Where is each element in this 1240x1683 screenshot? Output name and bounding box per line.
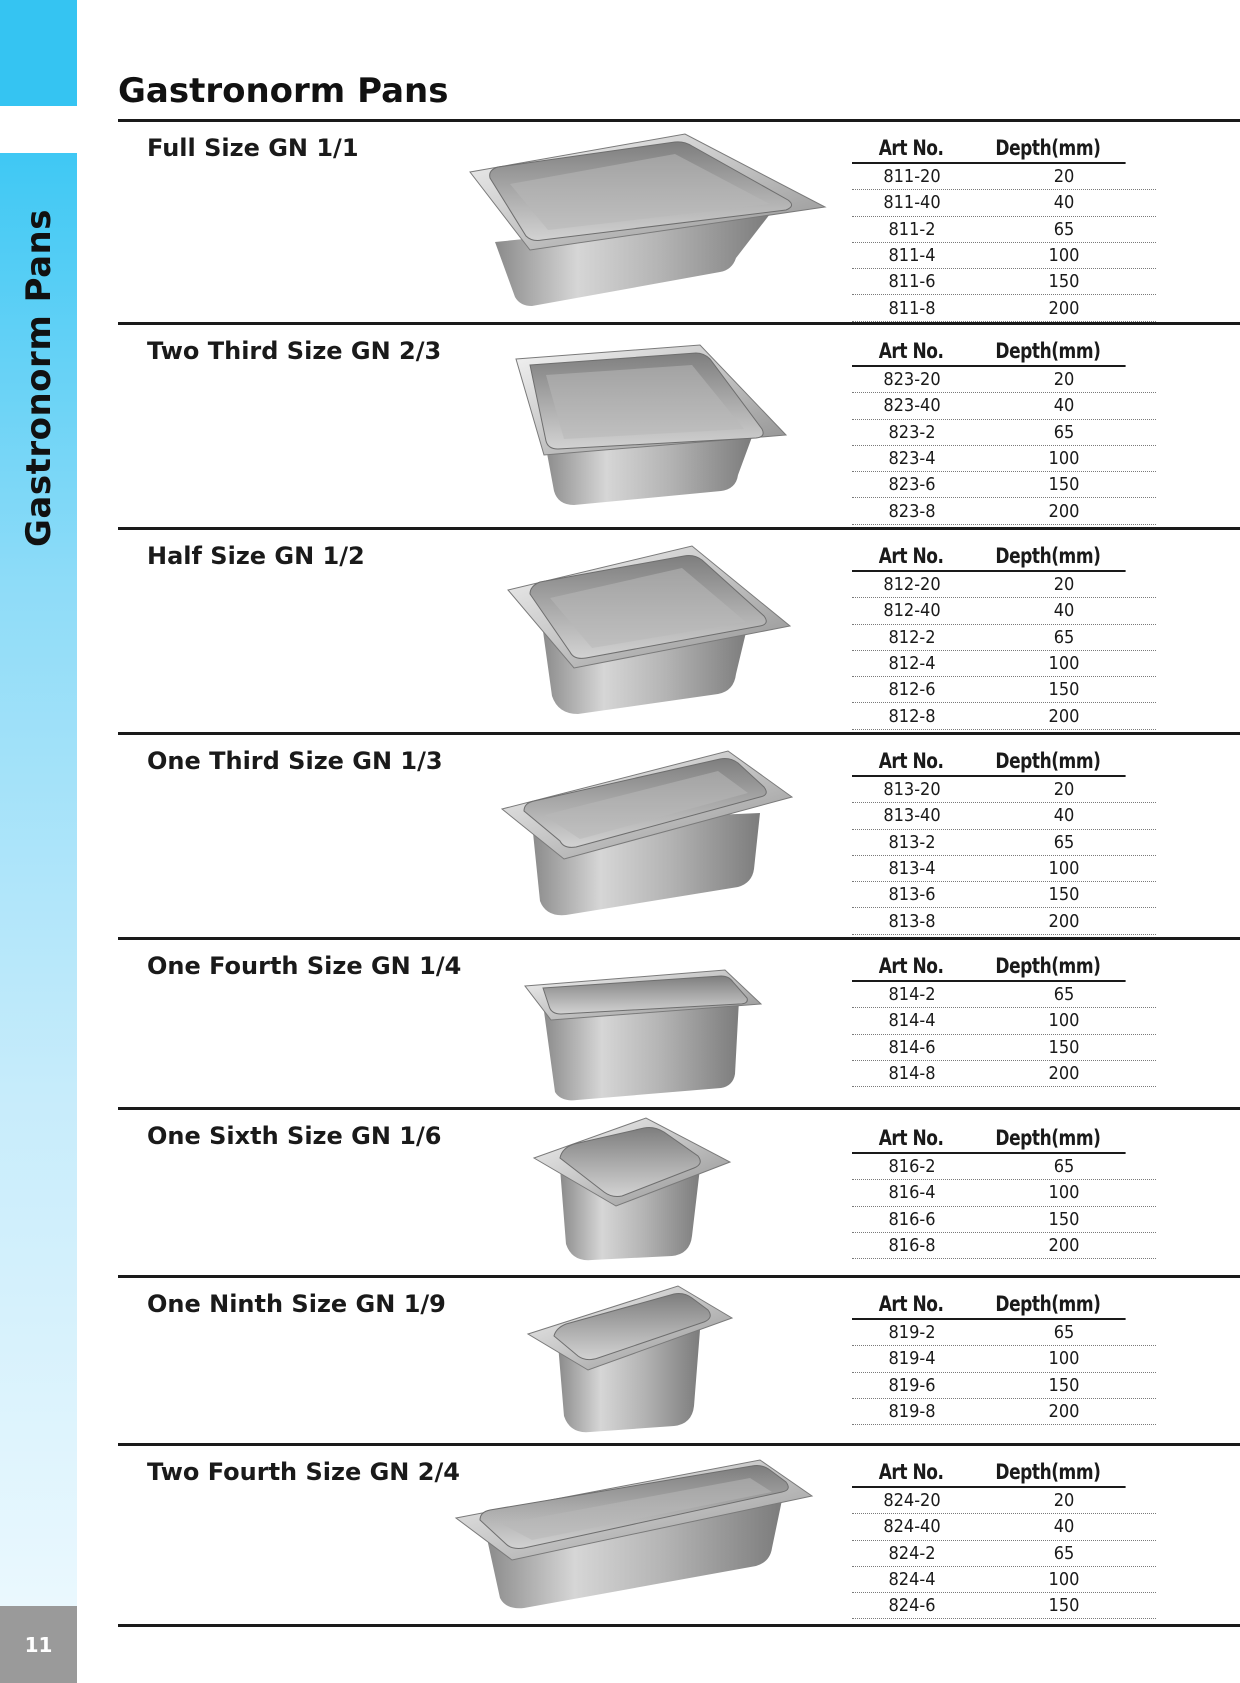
product-section-gn-1-6 [118,1110,1240,1275]
section-title: One Fourth Size GN 1/4 [147,952,462,980]
depth-cell: 100 [1048,448,1080,470]
depth-header: Depth(mm) [995,954,1101,978]
table-row [852,625,1156,651]
art-no-cell: 823-40 [883,395,941,417]
table-row [852,393,1156,419]
table-row [852,190,1156,216]
table-row [852,598,1156,624]
table-row [852,1180,1156,1206]
depth-cell: 65 [1053,1322,1075,1344]
side-accent-block [0,0,77,106]
depth-cell: 40 [1053,395,1075,417]
depth-header: Depth(mm) [995,1460,1101,1484]
art-no-cell: 819-2 [888,1322,936,1344]
section-title: One Ninth Size GN 1/9 [147,1290,446,1318]
art-no-cell: 811-4 [888,245,936,267]
table-row [852,367,1156,393]
art-no-cell: 812-40 [883,600,941,622]
art-no-cell: 812-4 [888,653,936,675]
depth-cell: 40 [1053,192,1075,214]
table-row [852,1399,1156,1425]
art-no-cell: 823-2 [888,421,936,443]
depth-cell: 65 [1053,218,1075,240]
depth-cell: 200 [1048,910,1080,932]
depth-cell: 100 [1048,653,1080,675]
art-no-header: Art No. [878,749,944,773]
gastronorm-pan-image [470,132,820,307]
art-no-cell: 816-6 [888,1208,936,1230]
table-row [852,803,1156,829]
table-row [852,269,1156,295]
depth-cell: 150 [1048,679,1080,701]
table-row [852,1593,1156,1619]
page-title: Gastronorm Pans [118,71,449,111]
art-no-header: Art No. [878,1292,944,1316]
art-no-cell: 812-2 [888,626,936,648]
article-table [852,538,1156,730]
product-section-gn-1-3 [118,735,1240,937]
table-row [852,777,1156,803]
section-title: Two Third Size GN 2/3 [147,337,442,365]
art-no-cell: 812-6 [888,679,936,701]
art-no-cell: 823-4 [888,448,936,470]
art-no-cell: 814-8 [888,1063,936,1085]
depth-cell: 65 [1053,421,1075,443]
table-row [852,472,1156,498]
art-no-header: Art No. [878,544,944,568]
art-no-cell: 823-20 [883,369,941,391]
depth-cell: 65 [1053,626,1075,648]
gastronorm-pan-image [516,345,786,507]
art-no-cell: 811-40 [883,192,941,214]
table-row [852,1233,1156,1259]
depth-cell: 150 [1048,1036,1080,1058]
gastronorm-pan-image [525,970,761,1102]
art-no-cell: 813-4 [888,858,936,880]
table-row [852,1061,1156,1087]
depth-cell: 100 [1048,1569,1080,1591]
table-row [852,1207,1156,1233]
art-no-cell: 823-8 [888,500,936,522]
art-no-cell: 819-4 [888,1348,936,1370]
table-row [852,420,1156,446]
depth-cell: 40 [1053,1516,1075,1538]
depth-header: Depth(mm) [995,136,1101,160]
depth-cell: 150 [1048,1595,1080,1617]
gastronorm-pan-image [528,1286,732,1436]
art-no-header: Art No. [878,954,944,978]
depth-header: Depth(mm) [995,339,1101,363]
gastronorm-pan-image [508,546,790,718]
depth-cell: 40 [1053,600,1075,622]
table-row [852,164,1156,190]
depth-cell: 65 [1053,984,1075,1006]
product-section-gn-1-2 [118,530,1240,732]
art-no-cell: 813-6 [888,884,936,906]
table-row [852,908,1156,934]
art-no-cell: 816-8 [888,1235,936,1257]
art-no-cell: 816-2 [888,1156,936,1178]
article-table [852,333,1156,525]
table-row [852,882,1156,908]
product-section-gn-1-1 [118,122,1240,322]
depth-cell: 150 [1048,271,1080,293]
table-row [852,982,1156,1008]
depth-cell: 150 [1048,474,1080,496]
depth-cell: 150 [1048,1374,1080,1396]
gastronorm-pan-image [534,1118,730,1268]
art-no-cell: 824-6 [888,1595,936,1617]
depth-cell: 65 [1053,1542,1075,1564]
depth-cell: 20 [1053,166,1075,188]
table-row [852,1346,1156,1372]
depth-cell: 100 [1048,245,1080,267]
art-no-cell: 814-2 [888,984,936,1006]
depth-header: Depth(mm) [995,749,1101,773]
table-row [852,1488,1156,1514]
depth-header: Depth(mm) [995,544,1101,568]
art-no-cell: 819-8 [888,1401,936,1423]
art-no-header: Art No. [878,1460,944,1484]
table-row [852,1514,1156,1540]
art-no-header: Art No. [878,136,944,160]
depth-cell: 200 [1048,297,1080,319]
art-no-cell: 814-6 [888,1036,936,1058]
table-row [852,1373,1156,1399]
article-table [852,1454,1156,1619]
depth-cell: 100 [1048,858,1080,880]
depth-cell: 100 [1048,1010,1080,1032]
depth-cell: 200 [1048,1235,1080,1257]
section-divider [118,1624,1240,1627]
product-section-gn-2-3 [118,325,1240,527]
depth-cell: 65 [1053,831,1075,853]
art-no-header: Art No. [878,339,944,363]
article-table [852,743,1156,935]
art-no-cell: 814-4 [888,1010,936,1032]
page-number: 11 [0,1606,77,1683]
art-no-cell: 823-6 [888,474,936,496]
art-no-cell: 812-20 [883,574,941,596]
section-title: Full Size GN 1/1 [147,134,359,162]
depth-cell: 150 [1048,884,1080,906]
depth-header: Depth(mm) [995,1126,1101,1150]
art-no-cell: 812-8 [888,705,936,727]
art-no-cell: 816-4 [888,1182,936,1204]
depth-cell: 100 [1048,1182,1080,1204]
article-table [852,1286,1156,1425]
depth-cell: 150 [1048,1208,1080,1230]
depth-cell: 20 [1053,369,1075,391]
table-row [852,1320,1156,1346]
art-no-cell: 811-8 [888,297,936,319]
table-row [852,1567,1156,1593]
section-title: One Third Size GN 1/3 [147,747,443,775]
art-no-cell: 824-20 [883,1490,941,1512]
table-row [852,677,1156,703]
art-no-cell: 824-2 [888,1542,936,1564]
depth-cell: 65 [1053,1156,1075,1178]
product-section-gn-1-9 [118,1278,1240,1443]
art-no-cell: 813-8 [888,910,936,932]
depth-cell: 20 [1053,574,1075,596]
product-section-gn-2-4 [118,1446,1240,1624]
table-row [852,446,1156,472]
art-no-cell: 824-40 [883,1516,941,1538]
art-no-cell: 819-6 [888,1374,936,1396]
table-row [852,1541,1156,1567]
table-row [852,703,1156,729]
side-title: Gastronorm Pans [19,209,59,547]
article-table [852,1120,1156,1259]
section-title: Half Size GN 1/2 [147,542,365,570]
table-row [852,572,1156,598]
table-row [852,830,1156,856]
table-row [852,1154,1156,1180]
art-no-cell: 813-40 [883,805,941,827]
section-title: Two Fourth Size GN 2/4 [147,1458,460,1486]
gastronorm-pan-image [502,751,792,921]
depth-cell: 200 [1048,705,1080,727]
depth-cell: 200 [1048,1401,1080,1423]
depth-cell: 200 [1048,500,1080,522]
depth-header: Depth(mm) [995,1292,1101,1316]
depth-cell: 200 [1048,1063,1080,1085]
art-no-cell: 813-20 [883,779,941,801]
table-row [852,217,1156,243]
table-row [852,295,1156,321]
section-title: One Sixth Size GN 1/6 [147,1122,442,1150]
table-row [852,1035,1156,1061]
gastronorm-pan-image [456,1460,812,1610]
depth-cell: 20 [1053,1490,1075,1512]
table-row [852,856,1156,882]
depth-cell: 20 [1053,779,1075,801]
article-table [852,130,1156,322]
art-no-cell: 811-2 [888,218,936,240]
table-row [852,243,1156,269]
depth-cell: 100 [1048,1348,1080,1370]
depth-cell: 40 [1053,805,1075,827]
art-no-header: Art No. [878,1126,944,1150]
table-row [852,498,1156,524]
table-row [852,651,1156,677]
art-no-cell: 811-6 [888,271,936,293]
art-no-cell: 824-4 [888,1569,936,1591]
article-table [852,948,1156,1087]
product-section-gn-1-4 [118,940,1240,1107]
art-no-cell: 813-2 [888,831,936,853]
table-row [852,1008,1156,1034]
art-no-cell: 811-20 [883,166,941,188]
